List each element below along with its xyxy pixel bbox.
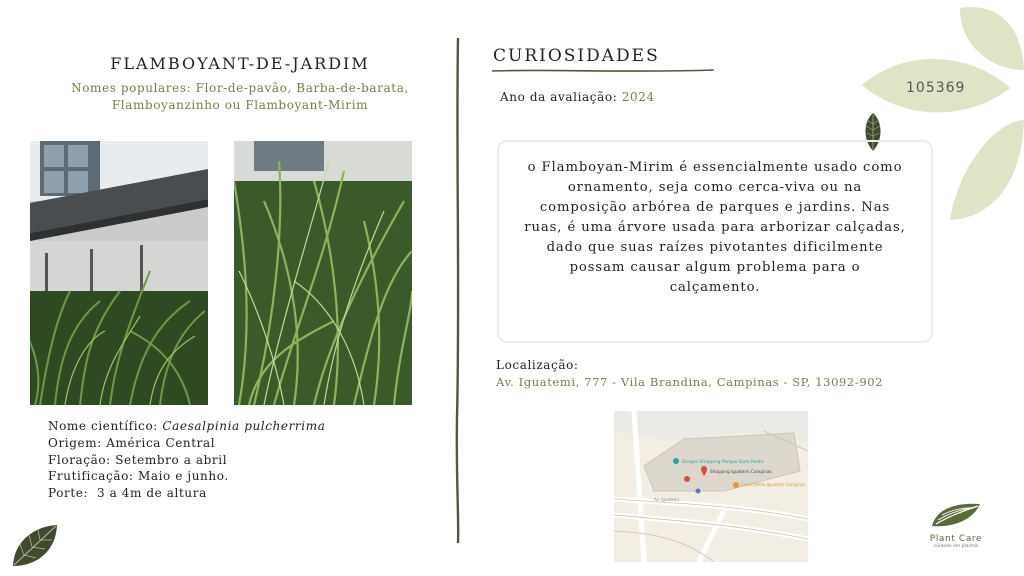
fruiting-row: Frutificação: Maio e junho.	[48, 469, 229, 484]
plant-facts	[48, 418, 325, 502]
scientific-name-label: Nome científico:	[48, 419, 163, 433]
plant-care-logo	[920, 500, 992, 556]
vertical-divider	[455, 38, 461, 543]
curiosity-line: o Flamboyan-Mirim é essencialmente usado como	[527, 160, 903, 175]
title-underline	[492, 68, 714, 74]
curiosity-line: calçamento.	[669, 280, 761, 295]
map-street-label: Av. Iguatemi	[654, 497, 679, 502]
flowering-row: Floração: Setembro a abril	[48, 452, 228, 467]
curiosity-line: ruas, é uma árvore usada para arborizar calçadas,	[524, 220, 906, 235]
scientific-name-value: Caesalpinia pulcherrima	[162, 419, 326, 433]
location-map[interactable]	[614, 411, 808, 562]
brand-tagline: cuidado em plantas	[933, 544, 979, 549]
evaluation-year	[500, 90, 655, 104]
location-label: Localização:	[496, 358, 579, 372]
curiosities-title: CURIOSIDADES	[493, 46, 660, 66]
plant-code-badge: 105369	[906, 80, 966, 96]
origin-row: Origem: América Central	[48, 435, 216, 450]
curiosity-line: composição arbórea de parques e jardins. Nas	[539, 200, 891, 215]
year-label: Ano da avaliação:	[500, 90, 622, 104]
brand-name: Plant Care	[929, 534, 983, 544]
map-label-drogas: Drogas Shopping Parque Dom Pedro	[682, 460, 764, 465]
plant-title: FLAMBOYANT-DE-JARDIM	[110, 54, 370, 73]
map-label-casas-bahia: Casas Bahia Iguatemi Campinas	[741, 482, 806, 487]
curiosity-line: ornamento, seja como cerca-viva ou na	[567, 180, 863, 195]
map-label-iguatemi: Shopping Iguatemi Campinas	[710, 469, 772, 474]
curiosity-line: dado que suas raízes pivotantes dificilmente	[546, 240, 884, 255]
grass-closeup-photo	[234, 141, 412, 405]
popular-names	[40, 80, 440, 114]
plant-care-logo-icon	[930, 500, 982, 530]
curiosity-line: possam causar algum problema para o	[569, 260, 861, 275]
scientific-name-row	[48, 418, 325, 435]
popular-names-line2: Flamboyanzinho ou Flamboyant-Mirim	[111, 98, 369, 112]
year-value: 2024	[621, 90, 655, 104]
building-planter-photo	[30, 141, 208, 405]
decorative-leaf-bottom-left	[10, 522, 60, 568]
curiosity-text-box	[497, 140, 933, 343]
popular-names-line1: Nomes populares: Flor-de-pavão, Barba-de-barata,	[71, 81, 409, 95]
location-address: Av. Iguatemi, 777 - Vila Brandina, Campinas - SP, 13092-902	[496, 375, 884, 389]
size-row: Porte: 3 a 4m de altura	[48, 486, 207, 501]
